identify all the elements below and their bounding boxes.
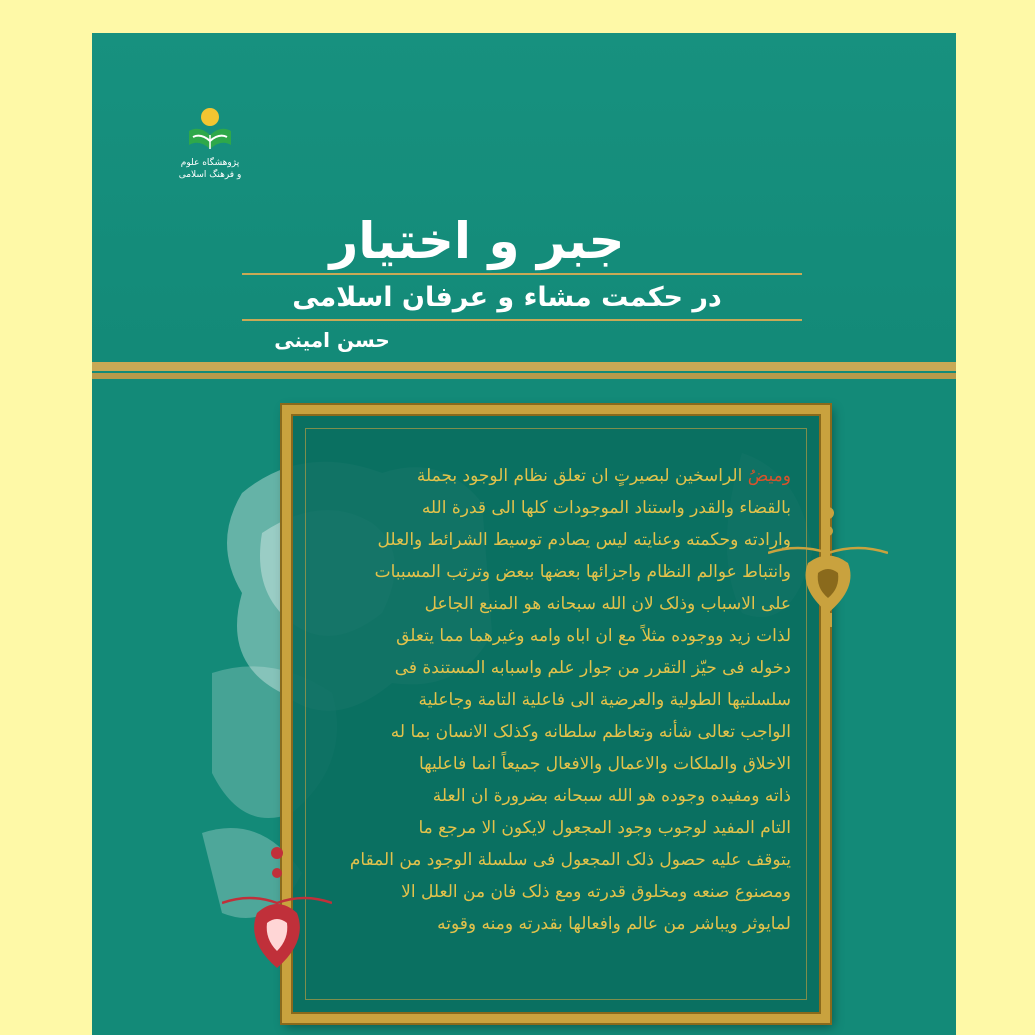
manuscript-line: التام المفید لوجوب وجود المجعول لایکون الا مرجع ما: [418, 818, 791, 838]
book-cover: [92, 33, 956, 1035]
manuscript-line: لمایوثر ویباشر من عالم وافعالها بقدرته ومنه وقوته: [437, 914, 791, 934]
publisher-name-line1: پژوهشگاه علوم: [180, 158, 240, 168]
manuscript-line: لذات زید ووجوده مثلاً مع ان اباه وامه وغیرهما مما یتعلق: [396, 626, 791, 646]
manuscript-line: ومصنوع صنعه ومخلوق قدرته ومع ذلک فان من العلل الا: [401, 882, 791, 902]
title-divider-top: [242, 273, 802, 275]
book-sun-logo-icon: [185, 105, 235, 157]
publisher-logo: [170, 105, 250, 205]
manuscript-line: علی الاسباب وذلک لان الله سبحانه هو المنبع الجاعل: [424, 594, 791, 614]
manuscript-line: وارادته وحکمته وعنایته لیس یصادم توسیط الشرائط والعلل: [377, 530, 791, 550]
manuscript-line: الاخلاق والملکات والاعمال والافعال جمیعاً انما فاعلیها: [419, 754, 791, 774]
manuscript-line: دخوله فی حیّز التقرر من جوار علم واسبابه المستندة فی: [394, 658, 791, 678]
gold-band-thick: [92, 362, 956, 371]
red-ornament-icon: [222, 833, 332, 983]
manuscript-line: یتوقف علیه حصول ذلک المجعول فی سلسلة الوجود من المقام: [349, 850, 791, 870]
manuscript-page: [282, 405, 830, 1023]
book-title: جبر و اختیار: [329, 212, 625, 270]
manuscript-lead-word: ومیضُ: [747, 466, 791, 486]
manuscript-line: ذاته ومفیده وجوده هو الله سبحانه بضرورة ان العلة: [432, 786, 791, 806]
manuscript-line: سلسلتیها الطولیة والعرضیة الی فاعلیة التامة وجاعلیة: [418, 690, 791, 710]
book-subtitle: در حکمت مشاء و عرفان اسلامی: [292, 282, 722, 313]
gold-ornament-icon: [768, 493, 888, 633]
manuscript-line: ومیضُ الراسخین لبصیرتٍ ان تعلق نظام الوجود بجملة: [416, 466, 791, 486]
manuscript-line: الواجب تعالی شأنه وتعاظم سلطانه وکذلک الانسان بما له: [390, 722, 791, 742]
publisher-name-line2: و فرهنگ اسلامی: [178, 170, 242, 180]
book-author: حسن امینی: [274, 328, 390, 352]
cover-header: [92, 33, 956, 353]
manuscript-line: وانتباط عوالم النظام واجزائها بعضها ببعض وترتب المسببات: [374, 562, 791, 582]
manuscript-text: [321, 460, 791, 940]
manuscript-line: بالقضاء والقدر واستناد الموجودات کلها الی قدرة الله: [421, 498, 791, 518]
gold-band-thin: [92, 373, 956, 379]
title-divider-bottom: [242, 319, 802, 321]
